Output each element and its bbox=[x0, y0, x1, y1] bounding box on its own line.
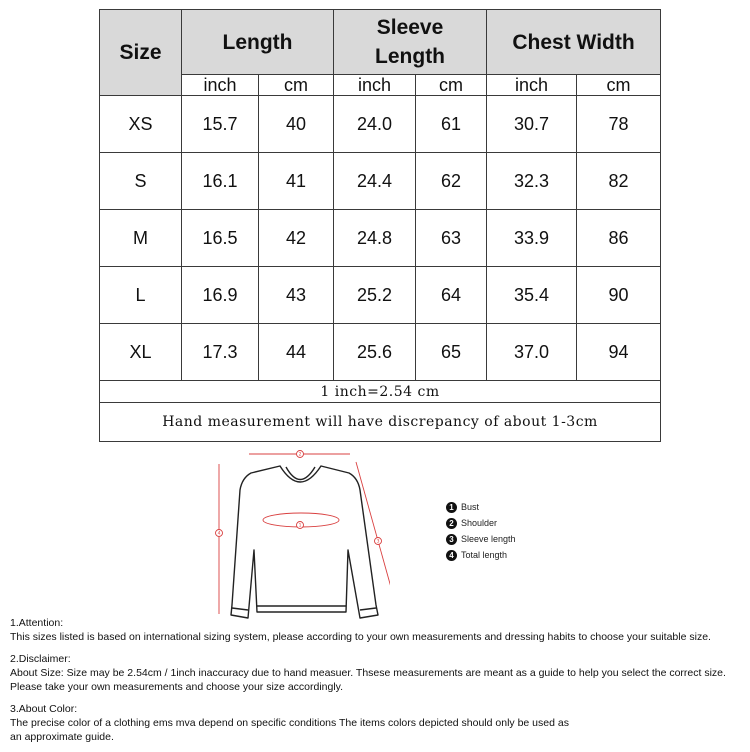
sleeve-inch-cell: 25.2 bbox=[334, 267, 416, 324]
left-cuff bbox=[232, 608, 248, 610]
note-title: 1.Attention: bbox=[10, 617, 64, 629]
header-sleeve-line2: Length bbox=[375, 45, 446, 68]
length-cm-cell: 41 bbox=[259, 153, 334, 210]
chest-cm-cell: 94 bbox=[577, 324, 661, 381]
length-inch-cell: 16.5 bbox=[182, 210, 259, 267]
length-cm-cell: 40 bbox=[259, 96, 334, 153]
header-chest-width: Chest Width bbox=[487, 10, 661, 75]
size-chart-table bbox=[99, 9, 661, 442]
legend-number: 4 bbox=[446, 550, 457, 561]
sweater-outline bbox=[231, 466, 378, 618]
legend-label: Bust bbox=[461, 502, 480, 512]
legend-label: Sleeve length bbox=[461, 534, 516, 544]
note-text: The precise color of a clothing ems mva depend on specific conditions The items colors depicted should only be used as bbox=[10, 717, 569, 729]
sleeve-inch-cell: 25.6 bbox=[334, 324, 416, 381]
chest-cm-cell: 86 bbox=[577, 210, 661, 267]
table-header-row bbox=[100, 10, 661, 75]
conversion-note: 1 inch=2.54 cm bbox=[100, 381, 661, 403]
notes-section bbox=[10, 616, 745, 752]
discrepancy-note: Hand measurement will have discrepancy of about 1-3cm bbox=[100, 403, 661, 442]
size-cell: L bbox=[100, 267, 182, 324]
attention-note bbox=[10, 616, 745, 644]
unit-cell: cm bbox=[416, 75, 487, 96]
header-sleeve-length bbox=[334, 10, 487, 75]
unit-cell: cm bbox=[259, 75, 334, 96]
note-title: 3.About Color: bbox=[10, 703, 78, 715]
length-cm-cell: 43 bbox=[259, 267, 334, 324]
chest-inch-cell: 35.4 bbox=[487, 267, 577, 324]
header-length: Length bbox=[182, 10, 334, 75]
chest-inch-cell: 32.3 bbox=[487, 153, 577, 210]
table-row bbox=[100, 153, 661, 210]
legend-item bbox=[446, 515, 516, 531]
table-row bbox=[100, 96, 661, 153]
legend-item bbox=[446, 547, 516, 563]
unit-cell: cm bbox=[577, 75, 661, 96]
note-text: This sizes listed is based on international sizing system, please according to your own measurements and dressing habits to choose your suitable size. bbox=[10, 631, 711, 643]
chest-inch-cell: 30.7 bbox=[487, 96, 577, 153]
chest-inch-cell: 37.0 bbox=[487, 324, 577, 381]
sleeve-inch-cell: 24.8 bbox=[334, 210, 416, 267]
chest-inch-cell: 33.9 bbox=[487, 210, 577, 267]
note-title: 2.Disclaimer: bbox=[10, 653, 71, 665]
marker-label-bust: 1 bbox=[298, 523, 302, 529]
table-row bbox=[100, 324, 661, 381]
size-cell: S bbox=[100, 153, 182, 210]
length-inch-cell: 15.7 bbox=[182, 96, 259, 153]
legend-item bbox=[446, 499, 516, 515]
unit-cell: inch bbox=[334, 75, 416, 96]
legend-number: 2 bbox=[446, 518, 457, 529]
sleeve-cm-cell: 63 bbox=[416, 210, 487, 267]
color-note bbox=[10, 702, 745, 744]
sleeve-cm-cell: 62 bbox=[416, 153, 487, 210]
length-inch-cell: 17.3 bbox=[182, 324, 259, 381]
header-size: Size bbox=[100, 10, 182, 96]
length-cm-cell: 42 bbox=[259, 210, 334, 267]
chest-cm-cell: 82 bbox=[577, 153, 661, 210]
header-sleeve-line1: Sleeve bbox=[376, 16, 444, 39]
diagram-legend bbox=[446, 499, 516, 563]
marker-label-sleeve: 3 bbox=[376, 539, 380, 545]
size-cell: XS bbox=[100, 96, 182, 153]
note-text: an approximate guide. bbox=[10, 731, 114, 743]
sleeve-cm-cell: 61 bbox=[416, 96, 487, 153]
table-unit-row bbox=[100, 75, 661, 96]
disclaimer-note bbox=[10, 652, 745, 694]
sleeve-inch-cell: 24.4 bbox=[334, 153, 416, 210]
discrepancy-note-row bbox=[100, 403, 661, 442]
sleeve-cm-cell: 65 bbox=[416, 324, 487, 381]
length-cm-cell: 44 bbox=[259, 324, 334, 381]
unit-cell: inch bbox=[182, 75, 259, 96]
size-cell: XL bbox=[100, 324, 182, 381]
legend-label: Total length bbox=[461, 550, 508, 560]
table-row bbox=[100, 210, 661, 267]
chest-cm-cell: 78 bbox=[577, 96, 661, 153]
marker-label-shoulder: 2 bbox=[298, 452, 302, 458]
unit-cell: inch bbox=[487, 75, 577, 96]
size-cell: M bbox=[100, 210, 182, 267]
legend-label: Shoulder bbox=[461, 518, 498, 528]
note-text: About Size: Size may be 2.54cm / 1inch inaccuracy due to hand measuer. Thsese measurements are meant as a guide to help you select the correct size. bbox=[10, 667, 726, 679]
sweater-measurement-diagram bbox=[200, 440, 390, 630]
chest-cm-cell: 90 bbox=[577, 267, 661, 324]
right-cuff bbox=[360, 608, 376, 610]
measurement-labels bbox=[218, 452, 380, 545]
legend-number: 3 bbox=[446, 534, 457, 545]
legend-item bbox=[446, 531, 516, 547]
marker-label-length: 4 bbox=[217, 531, 221, 537]
legend-number: 1 bbox=[446, 502, 457, 513]
sleeve-inch-cell: 24.0 bbox=[334, 96, 416, 153]
note-text: Please take your own measurements and choose your size accordingly. bbox=[10, 681, 344, 693]
conversion-note-row bbox=[100, 381, 661, 403]
length-inch-cell: 16.9 bbox=[182, 267, 259, 324]
table-row bbox=[100, 267, 661, 324]
length-inch-cell: 16.1 bbox=[182, 153, 259, 210]
sleeve-cm-cell: 64 bbox=[416, 267, 487, 324]
sleeve-length-line bbox=[356, 462, 390, 616]
sweater-body bbox=[231, 466, 378, 618]
